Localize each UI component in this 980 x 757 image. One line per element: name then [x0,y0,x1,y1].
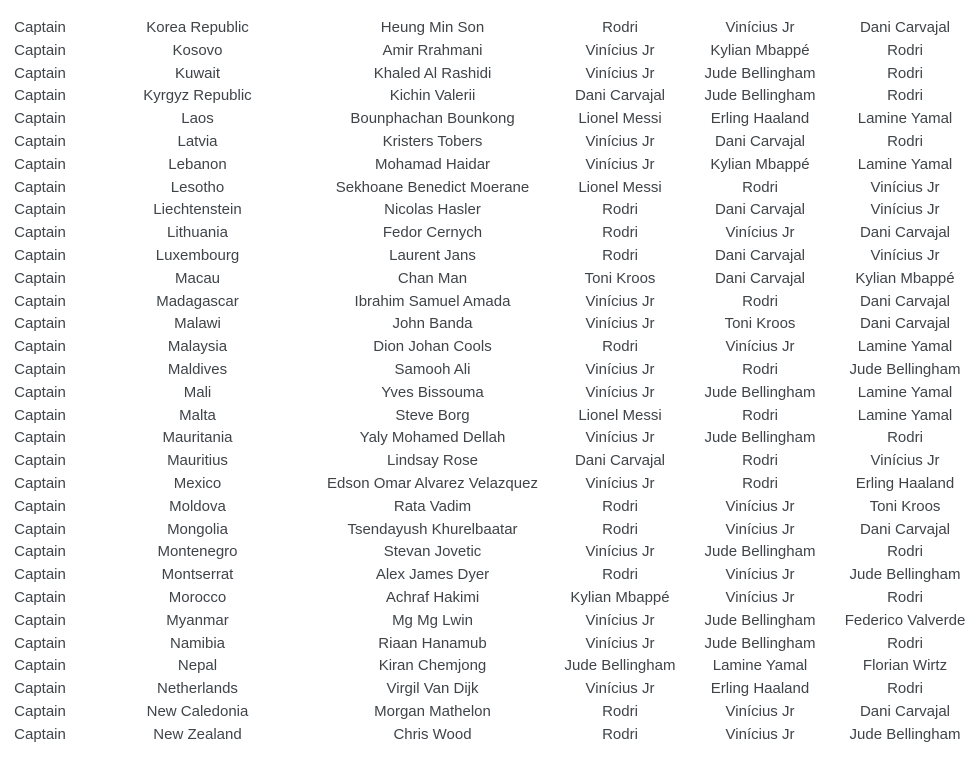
cell-role: Captain [14,725,66,743]
cell-captain-name: Heung Min Son [380,19,485,36]
cell-role: Captain [14,406,66,424]
cell-role: Captain [14,224,66,242]
cell-pick-1: Dani Carvajal [574,87,666,105]
cell-pick-1: Vinícius Jr [585,634,655,652]
cell-pick-1: Lionel Messi [578,406,662,424]
cell-pick-3: Rodri [887,543,923,561]
cell-captain-name: Bounphachan Bounkong [350,110,515,128]
cell-pick-3: Dani Carvajal [859,702,951,720]
cell-pick-3: Rodri [887,680,923,698]
cell-pick-3: Rodri [887,41,923,59]
cell-role: Captain [14,497,66,515]
cell-captain-name: Fedor Cernych [382,224,483,242]
cell-pick-2: Vinícius Jr [725,725,795,743]
cell-captain-name: Achraf Hakimi [385,588,480,606]
table-row [0,85,980,108]
cell-pick-3: Dani Carvajal [859,224,951,242]
cell-pick-1: Vinícius Jr [585,41,655,59]
cell-pick-2: Rodri [742,406,778,424]
cell-pick-2: Jude Bellingham [704,634,816,652]
cell-captain-name: Steve Borg [395,406,470,424]
cell-pick-1: Toni Kroos [584,269,656,287]
cell-country: Mali [183,383,212,401]
cell-pick-2: Erling Haaland [710,110,810,128]
cell-pick-2: Vinícius Jr [725,702,795,720]
cell-role: Captain [14,520,66,538]
cell-pick-3: Vinícius Jr [870,178,940,196]
cell-pick-1: Kylian Mbappé [570,588,670,606]
cell-pick-1: Vinícius Jr [585,611,655,629]
table-row [0,199,980,222]
cell-pick-1: Vinícius Jr [585,64,655,82]
cell-role: Captain [14,429,66,447]
cell-pick-1: Vinícius Jr [585,543,655,561]
cell-captain-name: Mg Mg Lwin [392,611,473,629]
cell-pick-1: Rodri [602,702,638,720]
cell-role: Captain [14,315,66,333]
cell-country: Liechtenstein [153,201,242,219]
cell-country: Maldives [167,360,228,378]
cell-captain-name: Kristers Tobers [382,132,483,150]
table-row [0,633,980,656]
cell-role: Captain [14,110,66,128]
cell-pick-2: Jude Bellingham [704,87,816,105]
cell-country: Lithuania [167,224,228,242]
table-row [0,610,980,633]
table-row [0,359,980,382]
cell-pick-1: Rodri [602,19,638,36]
cell-pick-1: Rodri [602,520,638,538]
cell-pick-3: Lamine Yamal [857,383,953,401]
table-row [0,496,980,519]
table-row [0,40,980,63]
cell-role: Captain [14,634,66,652]
cell-pick-1: Vinícius Jr [585,292,655,310]
cell-captain-name: John Banda [392,315,473,333]
table-row [0,382,980,405]
cell-pick-1: Vinícius Jr [585,474,655,492]
cell-captain-name: Lindsay Rose [387,452,478,470]
cell-role: Captain [14,64,66,82]
cell-country: Morocco [168,588,227,606]
cell-pick-1: Rodri [602,246,638,264]
cell-pick-3: Lamine Yamal [857,155,953,173]
cell-role: Captain [14,269,66,287]
table-row [0,131,980,154]
cell-pick-1: Vinícius Jr [585,680,655,698]
cell-captain-name: Kichin Valerii [389,87,476,105]
cell-country: New Zealand [153,725,242,743]
cell-role: Captain [14,178,66,196]
cell-pick-2: Vinícius Jr [725,497,795,515]
cell-role: Captain [14,702,66,720]
cell-pick-3: Kylian Mbappé [855,269,955,287]
cell-pick-3: Rodri [887,588,923,606]
cell-pick-3: Dani Carvajal [859,315,951,333]
cell-captain-name: Yaly Mohamed Dellah [359,429,506,447]
table-row [0,63,980,86]
cell-pick-2: Jude Bellingham [704,543,816,561]
cell-country: Malaysia [167,338,228,356]
cell-pick-2: Rodri [742,452,778,470]
cell-role: Captain [14,543,66,561]
cell-captain-name: Rata Vadim [393,497,472,515]
cell-role: Captain [14,611,66,629]
cell-pick-2: Erling Haaland [710,680,810,698]
cell-captain-name: Alex James Dyer [375,566,490,584]
cell-captain-name: Dion Johan Cools [373,338,492,356]
cell-country: Luxembourg [155,246,240,264]
cell-country: Mauritius [167,452,228,470]
cell-role: Captain [14,452,66,470]
cell-pick-2: Vinícius Jr [725,520,795,538]
cell-country: Malta [179,406,216,424]
cell-pick-2: Jude Bellingham [704,611,816,629]
cell-pick-3: Jude Bellingham [849,725,961,743]
cell-pick-2: Rodri [742,178,778,196]
table-row [0,291,980,314]
cell-pick-2: Jude Bellingham [704,429,816,447]
cell-pick-3: Rodri [887,429,923,447]
table-row [0,473,980,496]
cell-pick-3: Rodri [887,64,923,82]
cell-captain-name: Chan Man [397,269,468,287]
cell-country: Korea Republic [146,19,249,36]
table-row [0,245,980,268]
cell-pick-3: Vinícius Jr [870,201,940,219]
cell-role: Captain [14,41,66,59]
cell-captain-name: Amir Rrahmani [382,41,483,59]
cell-country: Moldova [169,497,226,515]
cell-role: Captain [14,566,66,584]
cell-country: Lesotho [170,178,225,196]
cell-pick-3: Vinícius Jr [870,246,940,264]
cell-captain-name: Yves Bissouma [381,383,484,401]
cell-pick-3: Dani Carvajal [859,520,951,538]
table-row [0,336,980,359]
cell-role: Captain [14,155,66,173]
cell-pick-2: Toni Kroos [724,315,796,333]
cell-pick-2: Vinícius Jr [725,588,795,606]
cell-country: Malawi [174,315,221,333]
cell-pick-3: Toni Kroos [869,497,941,515]
cell-pick-1: Vinícius Jr [585,132,655,150]
cell-country: Kyrgyz Republic [143,87,252,105]
cell-pick-3: Rodri [887,634,923,652]
table-row [0,222,980,245]
cell-pick-1: Jude Bellingham [564,657,676,675]
cell-pick-2: Vinícius Jr [725,19,795,36]
cell-pick-1: Vinícius Jr [585,155,655,173]
cell-country: Laos [181,110,214,128]
cell-country: Kosovo [172,41,223,59]
cell-pick-2: Kylian Mbappé [710,155,810,173]
cell-role: Captain [14,19,66,36]
cell-captain-name: Sekhoane Benedict Moerane [335,178,530,196]
cell-pick-2: Dani Carvajal [714,269,806,287]
table-row [0,17,980,40]
cell-captain-name: Ibrahim Samuel Amada [354,292,511,310]
cell-captain-name: Chris Wood [393,725,472,743]
table-row [0,313,980,336]
cell-pick-1: Rodri [602,497,638,515]
cell-role: Captain [14,657,66,675]
cell-role: Captain [14,588,66,606]
cell-pick-3: Lamine Yamal [857,338,953,356]
cell-country: Myanmar [166,611,229,629]
cell-captain-name: Virgil Van Dijk [386,680,479,698]
cell-pick-1: Vinícius Jr [585,360,655,378]
cell-pick-2: Rodri [742,474,778,492]
cell-pick-3: Florian Wirtz [862,657,948,675]
cell-pick-2: Kylian Mbappé [710,41,810,59]
cell-role: Captain [14,201,66,219]
table-row [0,564,980,587]
table-row [0,724,980,747]
table-row [0,587,980,610]
cell-pick-2: Dani Carvajal [714,132,806,150]
cell-role: Captain [14,360,66,378]
cell-captain-name: Riaan Hanamub [378,634,487,652]
table-row [0,177,980,200]
cell-pick-3: Dani Carvajal [859,19,951,36]
cell-captain-name: Nicolas Hasler [384,201,481,219]
cell-pick-1: Vinícius Jr [585,315,655,333]
cell-pick-1: Rodri [602,201,638,219]
cell-country: Madagascar [156,292,239,310]
cell-country: New Caledonia [146,702,249,720]
cell-pick-3: Erling Haaland [855,474,955,492]
cell-pick-3: Rodri [887,132,923,150]
cell-country: Macau [174,269,221,287]
table-row [0,519,980,542]
table-row [0,108,980,131]
cell-role: Captain [14,132,66,150]
cell-pick-2: Jude Bellingham [704,383,816,401]
cell-role: Captain [14,338,66,356]
cell-pick-1: Rodri [602,725,638,743]
cell-country: Kuwait [174,64,221,82]
cell-pick-3: Federico Valverde [844,611,966,629]
table-row [0,268,980,291]
cell-role: Captain [14,246,66,264]
cell-captain-name: Tsendayush Khurelbaatar [347,520,518,538]
cell-role: Captain [14,383,66,401]
cell-pick-1: Rodri [602,338,638,356]
cell-captain-name: Laurent Jans [389,246,476,264]
cell-pick-1: Lionel Messi [578,110,662,128]
cell-pick-1: Lionel Messi [578,178,662,196]
cell-pick-1: Vinícius Jr [585,429,655,447]
cell-country: Lebanon [168,155,227,173]
cell-captain-name: Edson Omar Alvarez Velazquez [327,474,538,492]
cell-captain-name: Khaled Al Rashidi [373,64,492,82]
table-row [0,427,980,450]
cell-pick-1: Dani Carvajal [574,452,666,470]
table-row [0,154,980,177]
cell-pick-2: Dani Carvajal [714,201,806,219]
cell-country: Mexico [173,474,222,492]
cell-pick-3: Lamine Yamal [857,110,953,128]
cell-pick-2: Lamine Yamal [712,657,808,675]
cell-captain-name: Morgan Mathelon [374,702,491,720]
cell-pick-2: Dani Carvajal [714,246,806,264]
cell-country: Netherlands [157,680,238,698]
cell-pick-1: Rodri [602,566,638,584]
cell-country: Mauritania [162,429,233,447]
cell-captain-name: Samooh Ali [394,360,471,378]
cell-pick-2: Rodri [742,360,778,378]
cell-pick-1: Vinícius Jr [585,383,655,401]
cell-pick-2: Vinícius Jr [725,338,795,356]
cell-pick-3: Jude Bellingham [849,360,961,378]
cell-captain-name: Mohamad Haidar [374,155,491,173]
cell-pick-3: Jude Bellingham [849,566,961,584]
cell-pick-2: Rodri [742,292,778,310]
table-row [0,655,980,678]
table-row [0,405,980,428]
cell-role: Captain [14,292,66,310]
cell-country: Namibia [169,634,226,652]
table-row [0,450,980,473]
cell-pick-3: Vinícius Jr [870,452,940,470]
table-row [0,541,980,564]
cell-country: Nepal [177,657,218,675]
cell-country: Mongolia [167,520,228,538]
cell-captain-name: Stevan Jovetic [383,543,482,561]
cell-country: Latvia [177,132,218,150]
cell-pick-3: Dani Carvajal [859,292,951,310]
cell-pick-2: Jude Bellingham [704,64,816,82]
cell-country: Montserrat [161,566,234,584]
cell-pick-1: Rodri [602,224,638,242]
cell-pick-2: Vinícius Jr [725,224,795,242]
cell-pick-3: Lamine Yamal [857,406,953,424]
cell-pick-2: Vinícius Jr [725,566,795,584]
table-row [0,701,980,724]
cell-captain-name: Kiran Chemjong [378,657,487,675]
table-row [0,678,980,701]
cell-country: Montenegro [157,543,238,561]
cell-role: Captain [14,680,66,698]
cell-role: Captain [14,474,66,492]
cell-role: Captain [14,87,66,105]
cell-pick-3: Rodri [887,87,923,105]
